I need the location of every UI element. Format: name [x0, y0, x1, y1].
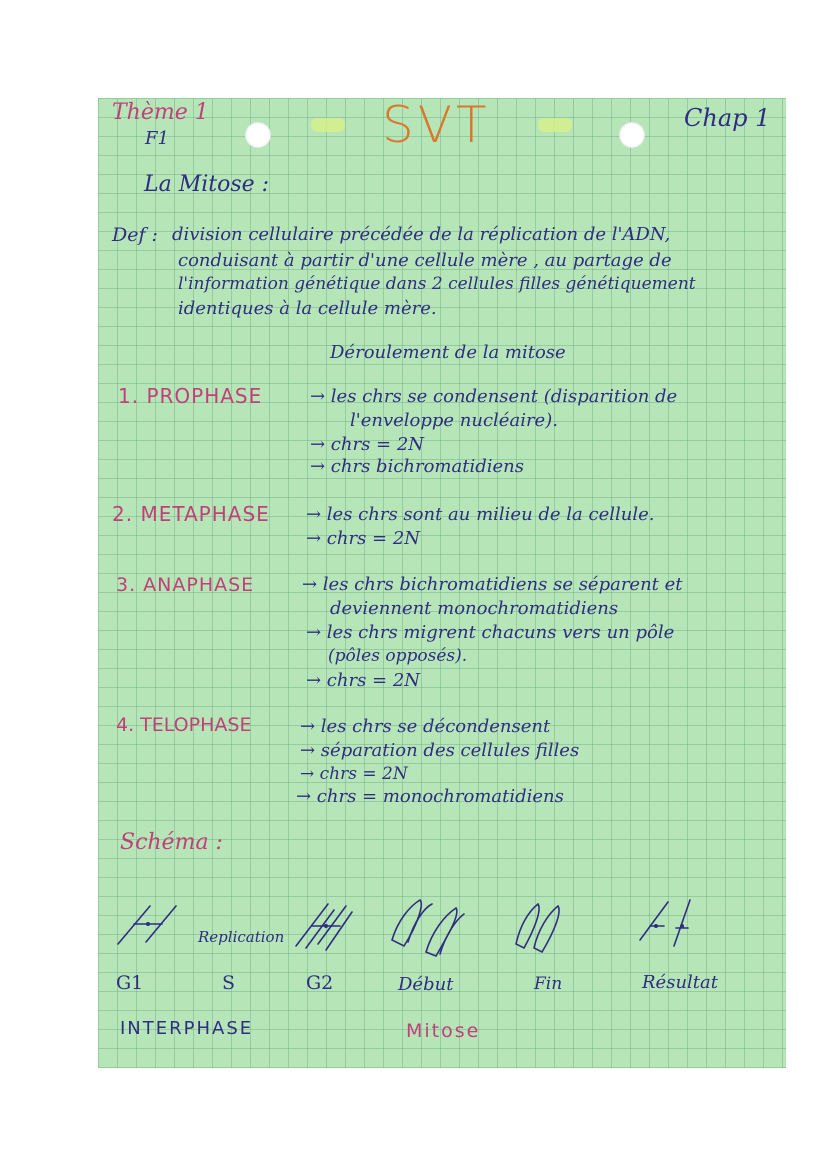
phase-line: → les chrs se décondensent [300, 716, 551, 737]
stage-g2: G2 [306, 972, 334, 994]
phase-line: (pôles opposés). [328, 646, 468, 666]
phase-line: → chrs = monochromatidiens [296, 786, 564, 807]
phase-line: → chrs = 2N [310, 434, 425, 455]
chapter-label: Chap 1 [684, 104, 771, 132]
chromosome-g2 [296, 904, 352, 950]
phase-line: → chrs = 2N [306, 670, 421, 691]
stage-s: S [222, 972, 236, 994]
phase-line: → séparation des cellules filles [300, 740, 580, 761]
chromosome-fin [516, 904, 559, 952]
chromosome-debut [392, 900, 464, 956]
definition-line: l'information génétique dans 2 cellules filles génétiquement [178, 274, 696, 294]
stage-fin: Fin [534, 974, 563, 994]
phase-line: → les chrs sont au milieu de la cellule. [306, 504, 655, 525]
definition-line: division cellulaire précédée de la réplication de l'ADN, [172, 224, 671, 245]
schema-title: Schéma : [120, 830, 223, 855]
phase-metaphase: 2. METAPHASE [112, 502, 270, 526]
interphase-label: INTERPHASE [120, 1018, 254, 1039]
phase-line: → les chrs migrent chacuns vers un pôle [306, 622, 675, 643]
phase-line: → chrs = 2N [300, 764, 408, 784]
stage-g1: G1 [116, 972, 144, 994]
phase-prophase: 1. PROPHASE [118, 384, 263, 408]
stage-debut: Début [398, 974, 454, 995]
phase-line: deviennent monochromatidiens [330, 598, 619, 619]
phase-line: → les chrs bichromatidiens se séparent et [302, 574, 683, 595]
definition-line: identiques à la cellule mère. [178, 298, 437, 319]
theme-sub: F1 [145, 128, 169, 149]
phase-line: → chrs = 2N [306, 528, 421, 549]
stage-resultat: Résultat [642, 972, 718, 993]
chromosome-g1 [118, 906, 176, 944]
phase-line: → chrs bichromatidiens [310, 456, 524, 477]
phase-telophase: 4. TELOPHASE [116, 714, 252, 736]
phase-line: l'enveloppe nucléaire). [350, 410, 558, 431]
definition-line: conduisant à partir d'une cellule mère , au partage de [178, 250, 672, 271]
phase-line: → les chrs se condensent (disparition de [310, 386, 678, 407]
lesson-title: La Mitose : [144, 172, 270, 197]
page-title: SVT [382, 96, 491, 154]
mitose-label: Mitose [406, 1020, 481, 1042]
theme-label: Thème 1 [112, 100, 209, 125]
replication-label: Replication [198, 928, 285, 946]
section-title: Déroulement de la mitose [330, 342, 566, 363]
phase-anaphase: 3. ANAPHASE [116, 574, 255, 596]
chromosome-resultat [640, 900, 690, 946]
definition-label: Def : [112, 224, 158, 246]
